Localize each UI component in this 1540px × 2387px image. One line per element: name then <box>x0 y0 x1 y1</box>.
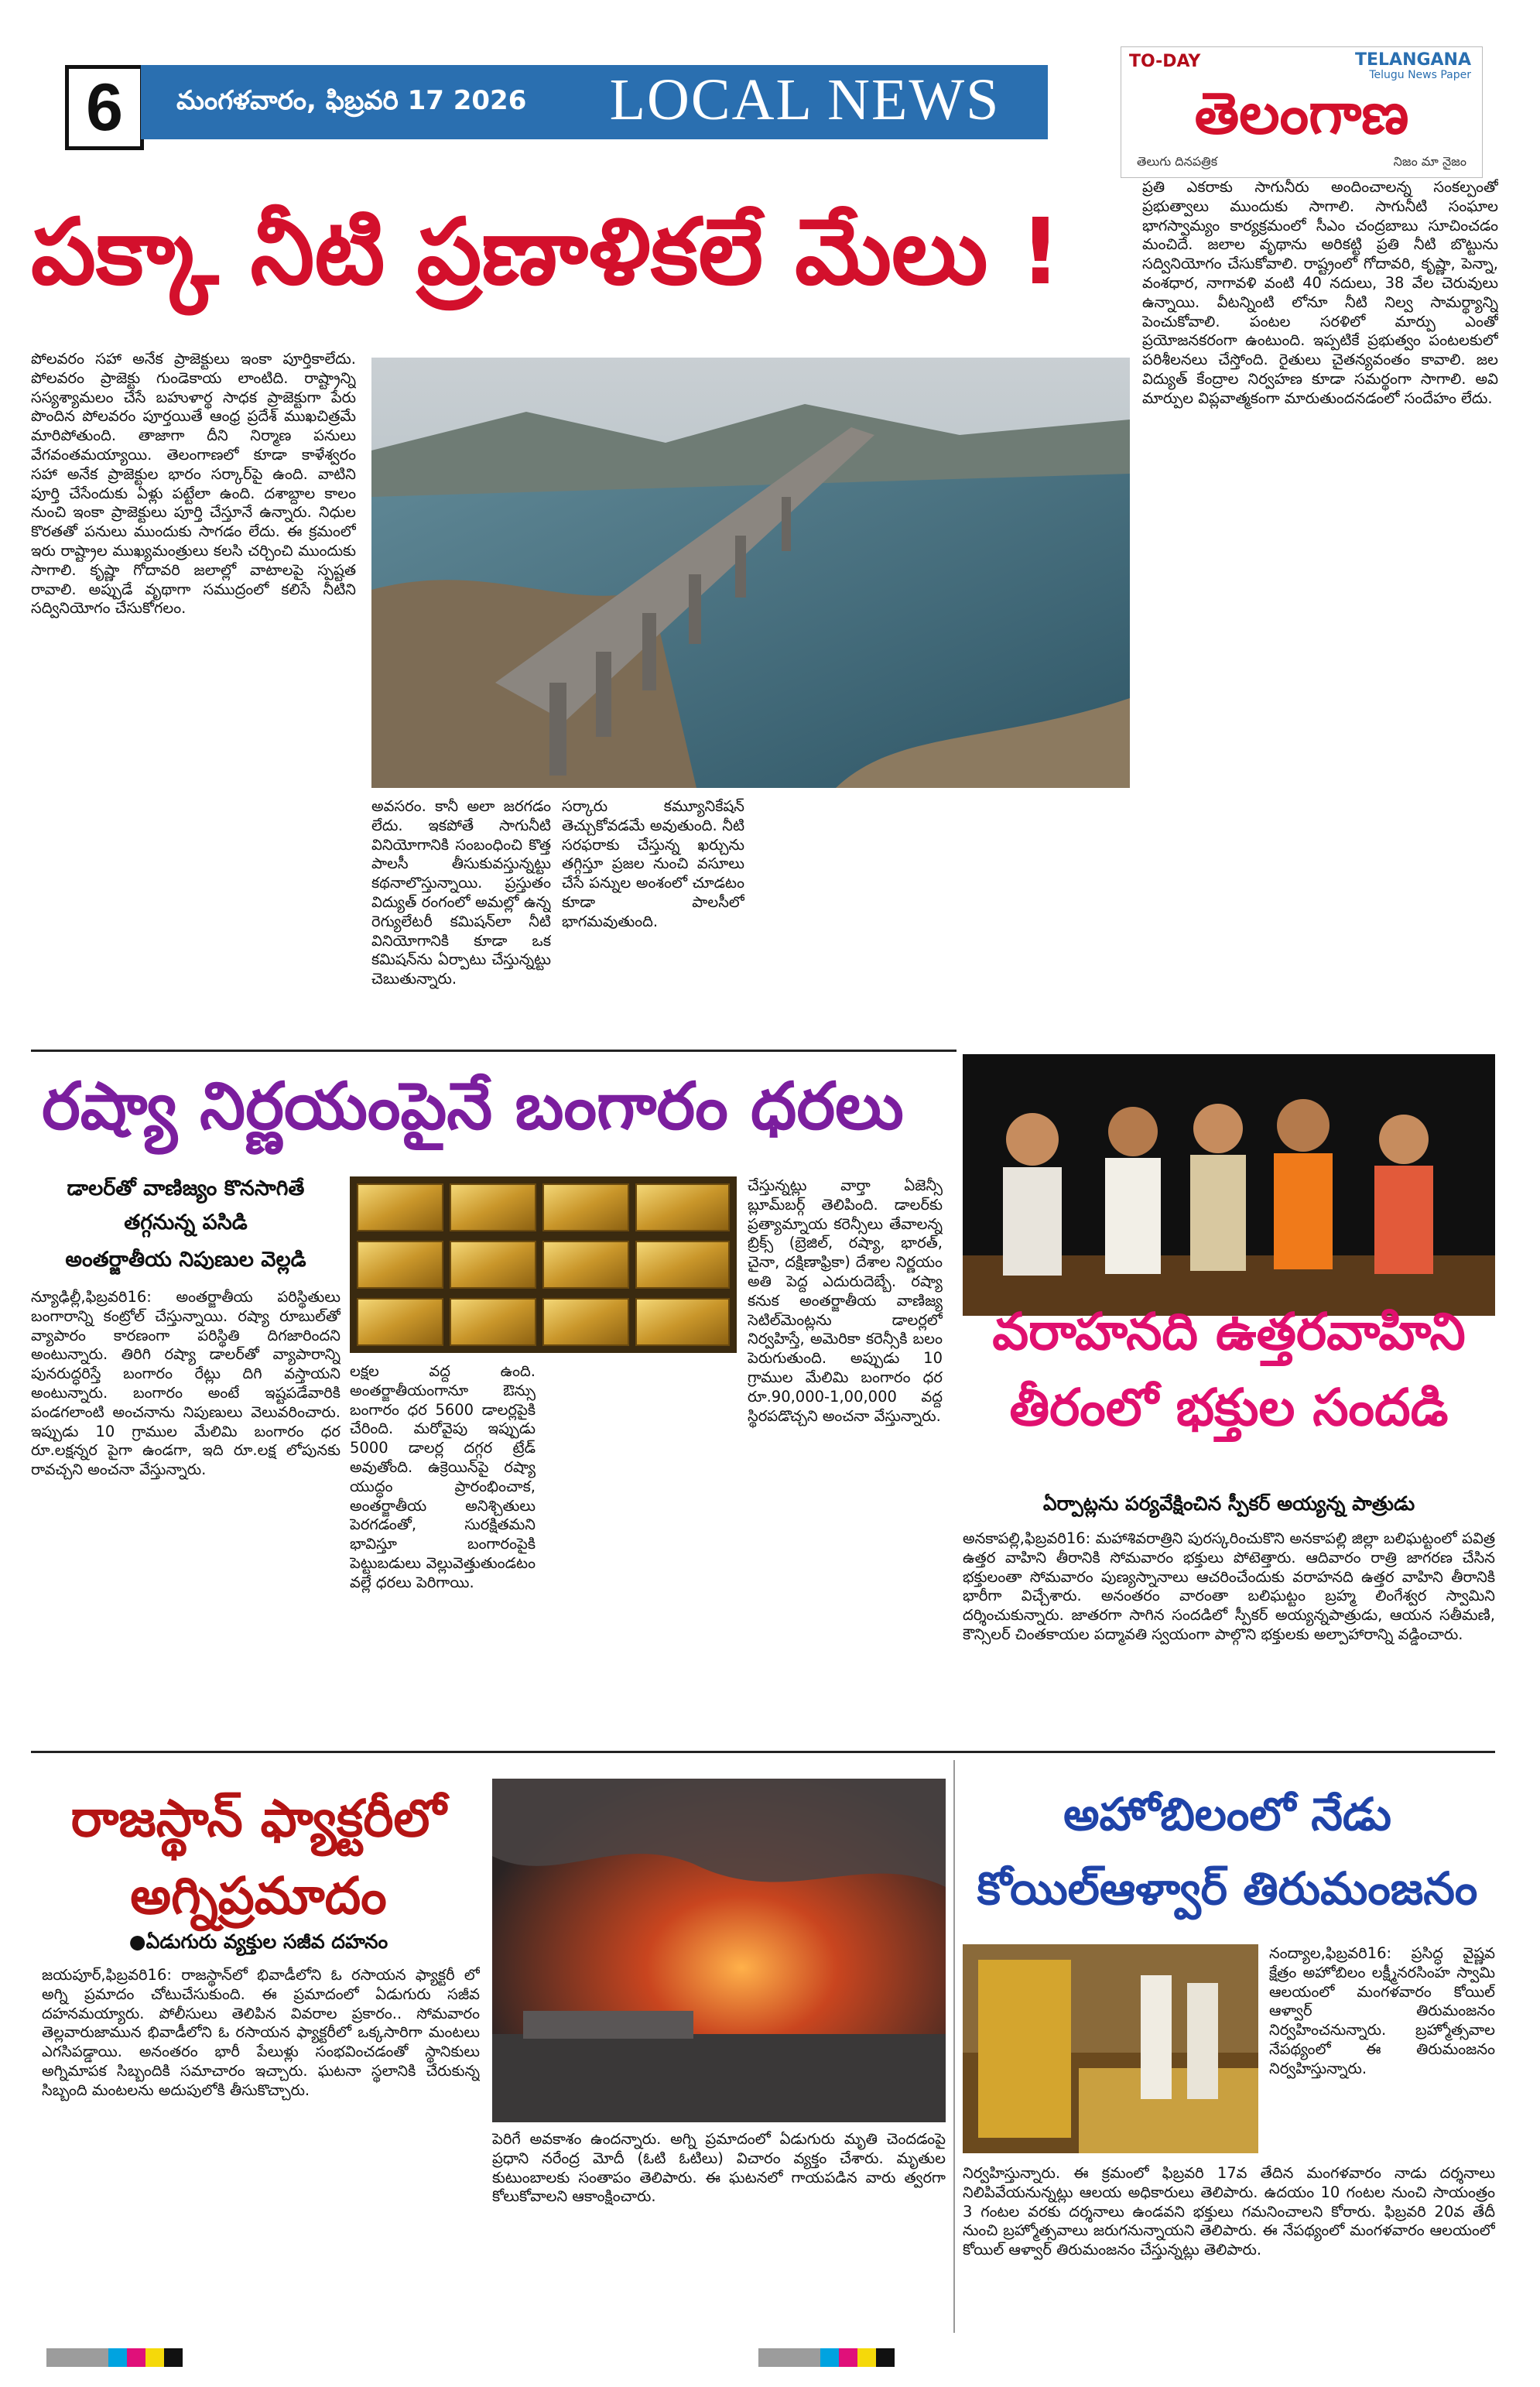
article2-column-2: లక్షల వద్ద ఉంది. అంతర్జాతీయంగానూ ఔన్సు బంగారం ధర 5600 డాలర్లపైకి చేరింది. మరోవైపు ఇప్పుడు 5000 డాలర్ల దగ్గర ట్రేడ్ అవుతోంది. ఉక్రెయిన్‌పై రష్యా యుద్ధం ప్రారంభించాక, అంతర్జాతీయ అనిశ్చితులు పెరగడంతో, సురక్షితమని భావిస్తూ బంగారంపైకి పెట్టుబడులు వెల్లువెత్తుతుండటం వల్లే ధరలు పెరిగాయి. <box>350 1362 536 1591</box>
article5-headline: అహోబిలంలో నేడు కోయిల్‌ఆళ్వార్ తిరుమంజనం <box>977 1788 1478 1915</box>
footer-swatch <box>820 2348 839 2367</box>
article1-column-3: సర్కారు కమ్యూనికేషన్ తెచ్చుకోవడమే అవుతుంది. నీటి సరఫరాకు చేస్తున్న ఖర్చును తగ్గిస్తూ ప్రజల నుంచి వసూలు చేసే పన్నుల అంశంలో చూడటం కూడా పాలసీలో భాగమవుతుంది. <box>562 797 744 930</box>
article1-column-4: ప్రతి ఎకరాకు సాగునీరు అందించాలన్న సంకల్పంతో ప్రభుత్వాలు ముందుకు సాగాలి. సాగునీటి సంఘాల భాగస్వామ్యం కార్యక్రమంలో సీఎం చంద్రబాబు సూచించడం మంచిదే. జలాల వృథాను అరికట్టి ప్రతి నీటి బొట్టును సద్వినియోగం చేసుకోవాలి. రాష్ట్రంలో గోదావరి, కృష్ణా, పెన్నా, వంశధార, నాగావళి వంటి 40 నదులు, 38 వేల చెరువులు ఉన్నాయి. వీటన్నింటి లోనూ నీటి నిల్వ సామర్థ్యాన్ని పెంచుకోవాలి. పంటల సరళిలో మార్పు ఎంతో ప్రయోజనకరంగా ఉంటుంది. ఇప్పటికే ప్రభుత్వం పంటలకులో పరిశీలనలు చేస్తోంది. రైతులు చైతన్యవంతం కావాలి. జల విద్యుత్ కేంద్రాల నిర్వహణ కూడా సమర్థంగా సాగాలి. అవి మార్పుల విప్లవాత్మకంగా మారుతుందనడంలో సందేహం లేదు. <box>1142 178 1498 407</box>
article3-body: అనకాపల్లి,ఫిబ్రవరి16: మహాశివరాత్రిని పురస్కరించుకొని అనకాపల్లి జిల్లా బలిఘట్టంలో పవిత్ర ఉత్తర వాహిని తీరానికి సోమవారం భక్తులు పోటెత్తారు. ఆదివారం రాత్రి జాగరణ చేసిన భక్తులంతా సోమవారం పుణ్యస్నానాలు ఆచరించేందుకు వరాహనది ఉత్తర వాహిని తీరానికి భారీగా విచ్చేశారు. అనంతరం వారంతా బలిఘట్టం బ్రహ్మ లింగేశ్వర స్వామిని దర్శించుకున్నారు. జాతరగా సాగిన సందడిలో స్పీకర్ అయ్యన్నపాత్రుడు, ఆయన సతీమణి, కౌన్సిలర్ చింతకాయల పద్మావతి స్వయంగా పాల్గొని భక్తులకు అల్పాహారాన్ని వడ్డించారు. <box>963 1529 1495 1643</box>
article2-headline: రష్యా నిర్ణయంపైనే బంగారం ధరలు <box>42 1068 904 1144</box>
footer-swatch <box>789 2348 820 2367</box>
article2-column-1: న్యూఢిల్లీ,ఫిబ్రవరి16: అంతర్జాతీయ పరిస్థితులు బంగారాన్ని కంట్రోల్ చేస్తున్నాయి. రష్యా రూబుల్‌తో వ్యాపారం కారణంగా పరిస్థితి దిగజారిందని అంటున్నారు. తిరిగి రష్యా డాలర్‌తో వ్యాపారాన్ని పునరుద్ధరిస్తే బంగారం రేట్లు దిగి వస్తాయని అంటున్నారు. బంగారం అంటే ఇష్టపడేవారికి పండగలాంటి అంచనాను నిపుణులు వెలువరించారు. ఇప్పుడు 10 గ్రాముల మేలిమి బంగారం ధర రూ.లక్షన్నర పైగా ఉండగా, ఇది రూ.లక్ష లోపునకు రావచ్చని అంచనా వేస్తున్నారు. <box>31 1288 341 1479</box>
footer-swatch <box>145 2348 164 2367</box>
article4-photo <box>492 1779 946 2122</box>
article2-subhead-3: అంతర్జాతీయ నిపుణుల వెల్లడి <box>65 1248 306 1272</box>
masthead-today: TO-DAY <box>1129 52 1201 71</box>
footer-swatch <box>108 2348 127 2367</box>
article4-subhead: ●ఏడుగురు వ్యక్తుల సజీవ దహనం <box>128 1930 388 1953</box>
article1-photo <box>371 358 1130 788</box>
footer-swatch <box>127 2348 145 2367</box>
article5-photo <box>963 1944 1258 2153</box>
article5-side-text: నంద్యాల,ఫిబ్రవరి16: ప్రసిద్ధ వైష్ణవ క్షేత్రం అహోబిలం లక్ష్మీనరసింహ స్వామి ఆలయంలో మంగళవారం కోయిల్ ఆళ్వార్ తిరుమంజనం నిర్వహించనున్నారు. బ్రహ్మోత్సవాల నేపథ్యంలో ఈ తిరుమంజనం నిర్వహిస్తున్నారు. <box>1269 1944 1495 2077</box>
footer-swatch <box>857 2348 876 2367</box>
footer-swatch <box>164 2348 183 2367</box>
article3-photo <box>963 1054 1495 1316</box>
masthead-title: తెలంగాణ <box>1194 80 1409 147</box>
masthead-tag-left: తెలుగు దినపత్రిక <box>1137 154 1218 169</box>
masthead-logo <box>1121 46 1483 178</box>
article1-column-2: అవసరం. కానీ అలా జరగడం లేదు. ఇకపోతే సాగునీటి వినియోగానికి సంబంధించి కొత్త పాలసీ తీసుకువస్తున్నట్టు కథనాలొస్తున్నాయి. ప్రస్తుతం విద్యుత్ రంగంలో అమల్లో ఉన్న రెగ్యులేటరీ కమిషన్‌లా నీటి వినియోగానికి కూడా ఒక కమిషన్‌ను ఏర్పాటు చేస్తున్నట్టు చెబుతున్నారు. <box>371 797 551 988</box>
footer-swatch <box>839 2348 857 2367</box>
divider-3 <box>953 1760 955 2333</box>
header-date: మంగళవారం, ఫిబ్రవరి 17 2026 <box>176 85 527 116</box>
article2-photo <box>350 1176 737 1353</box>
section-title: LOCAL NEWS <box>609 67 1001 132</box>
article4-column-1: జయపూర్,ఫిబ్రవరి16: రాజస్థాన్‌లో భివాడీలోని ఓ రసాయన ఫ్యాక్టరీ లో అగ్ని ప్రమాదం చోటుచేసుకుంది. ఈ ప్రమాదంలో ఏడుగురు సజీవ దహనమయ్యారు. పోలీసులు తెలిపిన వివరాల ప్రకారం.. సోమవారం తెల్లవారుజామున భివాడీలోని ఓ రసాయన ఫ్యాక్టరీలో ఒక్కసారిగా మంటలు ఎగసిపడ్డాయి. అనంతరం భారీ పేలుళ్లు సంభవించడంతో స్థానికులు అగ్నిమాపక సిబ్బందికి సమాచారం ఇచ్చారు. ఘటనా స్థలానికి చేరుకున్న సిబ్బంది మంటలను అదుపులోకి తీసుకొచ్చారు. <box>42 1966 480 2099</box>
article1-column-1: పోలవరం సహా అనేక ప్రాజెక్టులు ఇంకా పూర్తికాలేదు. పోలవరం ప్రాజెక్టు గుండెకాయ లాంటిది. రాష్ట్రాన్ని సస్యశ్యామలం చేసే బహుళార్థ సాధక ప్రాజెక్టుగా పేరు పొందిన పోలవరం పూర్తయితే ఆంధ్ర ప్రదేశ్ ముఖచిత్రమే మారిపోతుంది. తాజాగా దీని నిర్మాణ పనులు వేగవంతమయ్యాయి. తెలంగాణలో కూడా కాళేశ్వరం సహా అనేక ప్రాజెక్టుల భారం సర్కార్‌పై ఉంది. వాటిని పూర్తి చేసేందుకు ఏళ్లు పట్టేలా ఉంది. దశాబ్దాల కాలం నుంచి ఇంకా ప్రాజెక్టులు పూర్తి చేస్తూనే ఉన్నారు. నిధుల కొరతతో పనులు ముందుకు సాగడం లేదు. ఈ క్రమంలో ఇరు రాష్ట్రాల ముఖ్యమంత్రులు కలసి చర్చించి ముందుకు సాగాలి. కృష్ణా గోదావరి జలాల్లో వాటాలపై స్పష్టత రావాలి. అప్పుడే వృథాగా సముద్రంలో కలిసే నీటిని సద్వినియోగం చేసుకోగలం. <box>31 350 356 618</box>
masthead-tag-right: నిజం మా నైజం <box>1393 154 1466 169</box>
article5-body: నిర్వహిస్తున్నారు. ఈ క్రమంలో ఫిబ్రవరి 17వ తేదిన మంగళవారం నాడు దర్శనాలు నిలిపివేయనున్నట్లు ఆలయ అధికారులు తెలిపారు. ఉదయం 10 గంటల నుంచి సాయంత్రం 3 గంటల వరకు దర్శనాలు ఉండవని భక్తులు గమనించాలని కోరారు. ఫిబ్రవరి 20వ తేదీ నుంచి బ్రహ్మోత్సవాలు జరుగనున్నాయని తెలిపారు. ఈ నేపథ్యంలో మంగళవారం ఆలయంలో కోయిల్ ఆళ్వార్ తిరుమంజనం చేస్తున్నట్లు తెలిపారు. <box>963 2164 1495 2259</box>
article2-column-3: చేస్తున్నట్లు వార్తా ఏజెన్సీ బ్లూమ్‌బర్గ్ తెలిపింది. డాలర్‌కు ప్రత్యామ్నాయ కరెన్సీలు తేవాలన్న బ్రిక్స్ (బ్రెజిల్, రష్యా, భారత్, చైనా, దక్షిణాఫ్రికా) దేశాల నిర్ణయం అతి పెద్ద ఎదురుదెబ్బే. రష్యా కనుక అంతర్జాతీయ వాణిజ్య సెటిల్‌మెంట్లను డాలర్లలో నిర్వహిస్తే, అమెరికా కరెన్సీకి బలం పెరుగుతుంది. అప్పుడు 10 గ్రాముల మేలిమి బంగారం ధర రూ.90,000-1,00,000 వద్ద స్థిరపడొచ్చని అంచనా వేస్తున్నారు. <box>748 1176 943 1425</box>
masthead-subtitle: Telugu News Paper <box>1369 69 1471 81</box>
article3-headline: వరాహనది ఉత్తరవాహిని తీరంలో భక్తుల సందడి <box>992 1302 1466 1437</box>
article1-headline: పక్కా నీటి ప్రణాళికలే మేలు ! <box>31 198 1062 305</box>
divider-2 <box>31 1751 1495 1753</box>
footer-swatch <box>876 2348 895 2367</box>
masthead-telangana: TELANGANA <box>1354 50 1471 70</box>
article2-subhead-1: డాలర్‌తో వాణిజ్యం కొనసాగితే <box>67 1176 305 1200</box>
divider-1 <box>31 1050 957 1052</box>
article4-headline: రాజస్థాన్ ఫ్యాక్టరీలో అగ్నిప్రమాదం <box>70 1789 447 1926</box>
page-number: 6 <box>65 65 144 150</box>
article3-subhead: ఏర్పాట్లను పర్యవేక్షించిన స్పీకర్ అయ్యన్న పాత్రుడు <box>1042 1492 1415 1515</box>
footer-swatch <box>46 2348 77 2367</box>
footer-swatch <box>758 2348 789 2367</box>
article2-subhead-2: తగ్గనున్న పసిడి <box>124 1211 248 1235</box>
footer-swatch <box>77 2348 108 2367</box>
article1-column-3b <box>755 797 935 1043</box>
article4-column-2: పెరిగే అవకాశం ఉందన్నారు. అగ్ని ప్రమాదంలో ఏడుగురు మృతి చెందడంపై ప్రధాని నరేంద్ర మోదీ (ఓటి ఓటిలు) విచారం వ్యక్తం చేశారు. మృతుల కుటుంబాలకు సంతాపం తెలిపారు. ఈ ఘటనలో గాయపడిన వారు త్వరగా కోలుకోవాలని ఆకాంక్షించారు. <box>492 2130 946 2206</box>
